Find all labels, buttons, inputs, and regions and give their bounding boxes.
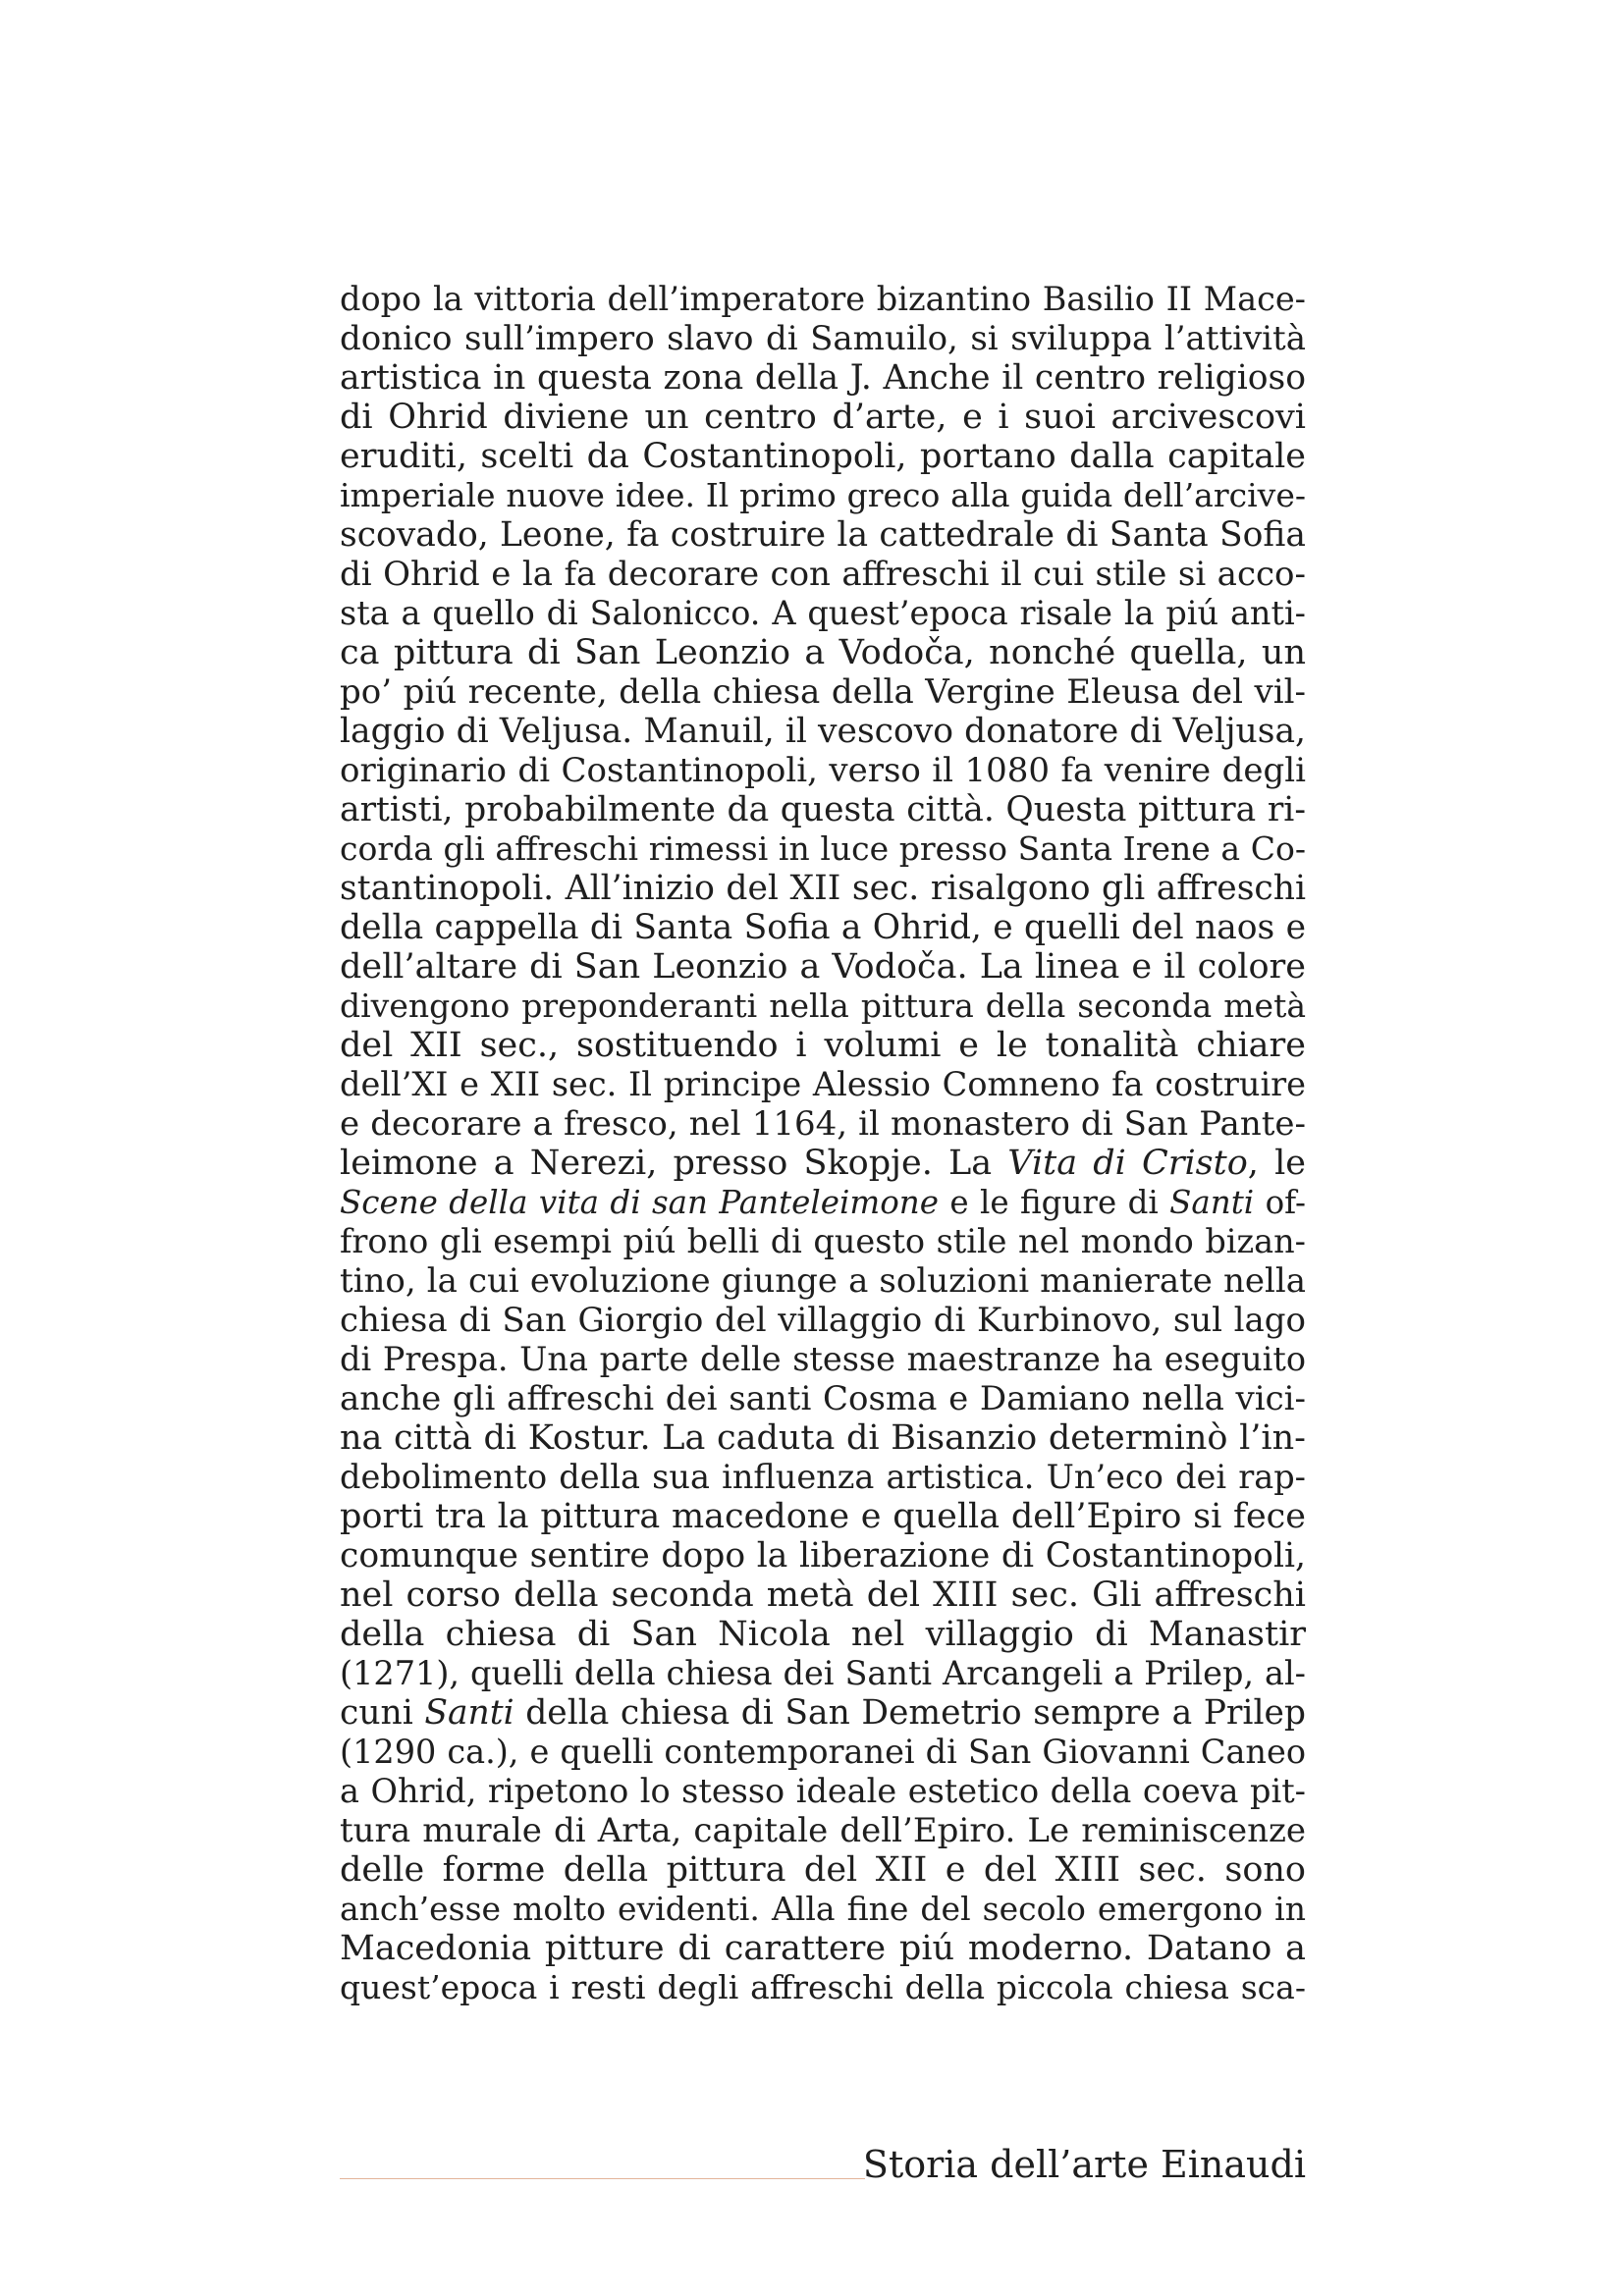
text-line: debolimento della sua influenza artistica. Un’eco dei rap- bbox=[340, 1458, 1306, 1496]
text-line: corda gli affreschi rimessi in luce presso Santa Irene a Co- bbox=[340, 829, 1306, 868]
text-line: dopo la vittoria dell’imperatore bizantino Basilio II Mace- bbox=[340, 280, 1306, 318]
text-line: porti tra la pittura macedone e quella dell’Epiro si fece bbox=[340, 1497, 1306, 1536]
text-line: dell’altare di San Leonzio a Vodoča. La linea e il colore bbox=[340, 947, 1306, 987]
text-line bbox=[340, 1693, 1306, 1733]
text-fragment: della chiesa di San Demetrio sempre a Prilep bbox=[514, 1693, 1306, 1733]
italic-title: Vita di Cristo bbox=[1007, 1144, 1248, 1183]
text-line: quest’epoca i resti degli affreschi della piccola chiesa sca- bbox=[340, 1968, 1306, 2006]
text-line: della chiesa di San Nicola nel villaggio di Manastir bbox=[340, 1615, 1306, 1654]
text-line: imperiale nuove idee. Il primo greco alla guida dell’arcive- bbox=[340, 476, 1306, 514]
text-line: tino, la cui evoluzione giunge a soluzioni manierate nella bbox=[340, 1261, 1306, 1301]
page-footer bbox=[340, 2140, 1306, 2189]
text-line: della cappella di Santa Sofia a Ohrid, e quelli del naos e bbox=[340, 908, 1306, 947]
text-line: tura murale di Arta, capitale dell’Epiro. Le reminiscenze bbox=[340, 1811, 1306, 1850]
text-line: divengono preponderanti nella pittura della seconda metà bbox=[340, 987, 1306, 1025]
text-line: a Ohrid, ripetono lo stesso ideale estetico della coeva pit- bbox=[340, 1772, 1306, 1810]
text-line: di Ohrid e la fa decorare con affreschi il cui stile si acco- bbox=[340, 555, 1306, 594]
text-fragment: leimone a Nerezi, presso Skopje. La bbox=[340, 1144, 1008, 1183]
text-line: frono gli esempi piú belli di questo stile nel mondo bizan- bbox=[340, 1222, 1306, 1260]
text-line: dell’XI e XII sec. Il principe Alessio Comneno fa costruire bbox=[340, 1065, 1306, 1103]
text-line: del XII sec., sostituendo i volumi e le tonalità chiare bbox=[340, 1026, 1306, 1065]
text-line: anch’esse molto evidenti. Alla fine del secolo emergono in bbox=[340, 1890, 1306, 1928]
text-line: na città di Kostur. La caduta di Bisanzio determinò l’in- bbox=[340, 1418, 1306, 1458]
text-line bbox=[340, 1144, 1306, 1183]
text-line: laggio di Veljusa. Manuil, il vescovo donatore di Veljusa, bbox=[340, 712, 1306, 751]
text-line: (1271), quelli della chiesa dei Santi Arcangeli a Prilep, al- bbox=[340, 1654, 1306, 1692]
text-line: Macedonia pitture di carattere piú moderno. Datano a bbox=[340, 1929, 1306, 1968]
text-line: originario di Costantinopoli, verso il 1080 fa venire degli bbox=[340, 751, 1306, 790]
publication-title: Storia dell’arte Einaudi bbox=[862, 2143, 1306, 2186]
text-line: stantinopoli. All’inizio del XII sec. risalgono gli affreschi bbox=[340, 869, 1306, 908]
text-line: donico sull’impero slavo di Samuilo, si sviluppa l’attività bbox=[340, 319, 1306, 358]
text-line: di Ohrid diviene un centro d’arte, e i suoi arcivescovi bbox=[340, 398, 1306, 437]
text-line: chiesa di San Giorgio del villaggio di Kurbinovo, sul lago bbox=[340, 1301, 1306, 1340]
text-line: (1290 ca.), e quelli contemporanei di San Giovanni Caneo bbox=[340, 1733, 1306, 1771]
text-line: e decorare a fresco, nel 1164, il monastero di San Pante- bbox=[340, 1104, 1306, 1144]
italic-title: Santi bbox=[1169, 1184, 1255, 1221]
text-line: ca pittura di San Leonzio a Vodoča, nonché quella, un bbox=[340, 633, 1306, 672]
text-fragment: of- bbox=[1254, 1184, 1306, 1221]
text-line: artistica in questa zona della J. Anche il centro religioso bbox=[340, 358, 1306, 398]
text-fragment: , le bbox=[1247, 1144, 1306, 1183]
italic-title: Santi bbox=[424, 1693, 514, 1733]
text-line: artisti, probabilmente da questa città. Questa pittura ri- bbox=[340, 790, 1306, 829]
footer-divider bbox=[340, 2178, 865, 2179]
text-line: eruditi, scelti da Costantinopoli, portano dalla capitale bbox=[340, 437, 1306, 476]
text-line: nel corso della seconda metà del XIII sec. Gli affreschi bbox=[340, 1575, 1306, 1615]
text-line bbox=[340, 1183, 1306, 1222]
text-fragment: cuni bbox=[340, 1693, 425, 1733]
text-line: sta a quello di Salonicco. A quest’epoca risale la piú anti- bbox=[340, 594, 1306, 632]
text-fragment: e le figure di bbox=[938, 1184, 1170, 1221]
text-line: po’ piú recente, della chiesa della Vergine Eleusa del vil- bbox=[340, 672, 1306, 712]
text-line: anche gli affreschi dei santi Cosma e Damiano nella vici- bbox=[340, 1379, 1306, 1418]
italic-title: Scene della vita di san Panteleimone bbox=[340, 1184, 939, 1221]
text-line: delle forme della pittura del XII e del XIII sec. sono bbox=[340, 1850, 1306, 1890]
body-text bbox=[340, 280, 1306, 2007]
text-line: scovado, Leone, fa costruire la cattedrale di Santa Sofia bbox=[340, 515, 1306, 555]
text-line: di Prespa. Una parte delle stesse maestranze ha eseguito bbox=[340, 1340, 1306, 1378]
text-line: comunque sentire dopo la liberazione di Costantinopoli, bbox=[340, 1536, 1306, 1575]
